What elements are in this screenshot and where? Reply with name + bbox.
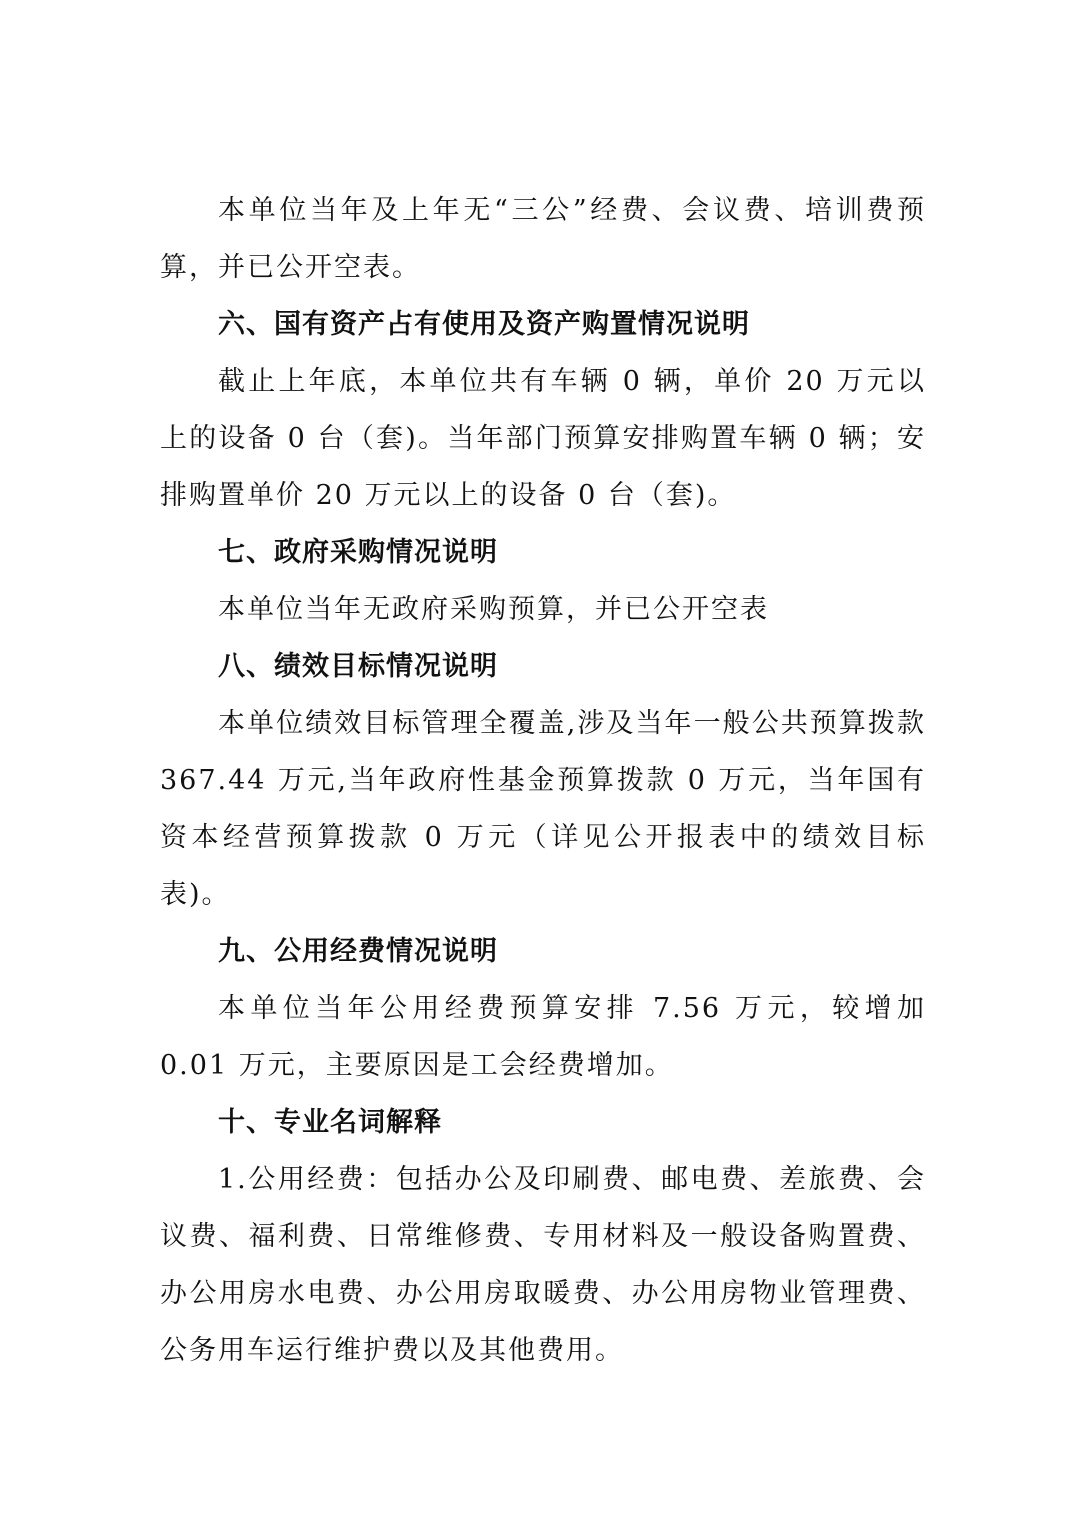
section-8-paragraph: 本单位绩效目标管理全覆盖,涉及当年一般公共预算拨款 367.44 万元,当年政府性基金预算拨款 0 万元，当年国有资本经营预算拨款 0 万元（详见公开报表中的绩效目标表)。 bbox=[160, 708, 926, 910]
section-7-heading: 七、政府采购情况说明 bbox=[218, 537, 498, 568]
section-6-paragraph: 截止上年底，本单位共有车辆 0 辆，单价 20 万元以上的设备 0 台（套)。当年部门预算安排购置车辆 0 辆；安排购置单价 20 万元以上的设备 0 台（套)。 bbox=[160, 366, 926, 511]
section-10-heading: 十、专业名词解释 bbox=[218, 1107, 442, 1138]
document-page bbox=[160, 182, 926, 1379]
section-6-heading: 六、国有资产占有使用及资产购置情况说明 bbox=[218, 309, 750, 340]
section-8-heading: 八、绩效目标情况说明 bbox=[218, 651, 498, 682]
section-10-paragraph: 1.公用经费：包括办公及印刷费、邮电费、差旅费、会议费、福利费、日常维修费、专用材料及一般设备购置费、办公用房水电费、办公用房取暖费、办公用房物业管理费、公务用车运行维护费以及其他费用。 bbox=[160, 1164, 926, 1366]
intro-paragraph: 本单位当年及上年无“三公”经费、会议费、培训费预算，并已公开空表。 bbox=[160, 195, 926, 283]
section-7-paragraph: 本单位当年无政府采购预算，并已公开空表 bbox=[218, 594, 769, 625]
section-9-paragraph: 本单位当年公用经费预算安排 7.56 万元，较增加 0.01 万元，主要原因是工会经费增加。 bbox=[160, 993, 926, 1081]
section-9-heading: 九、公用经费情况说明 bbox=[218, 936, 498, 967]
